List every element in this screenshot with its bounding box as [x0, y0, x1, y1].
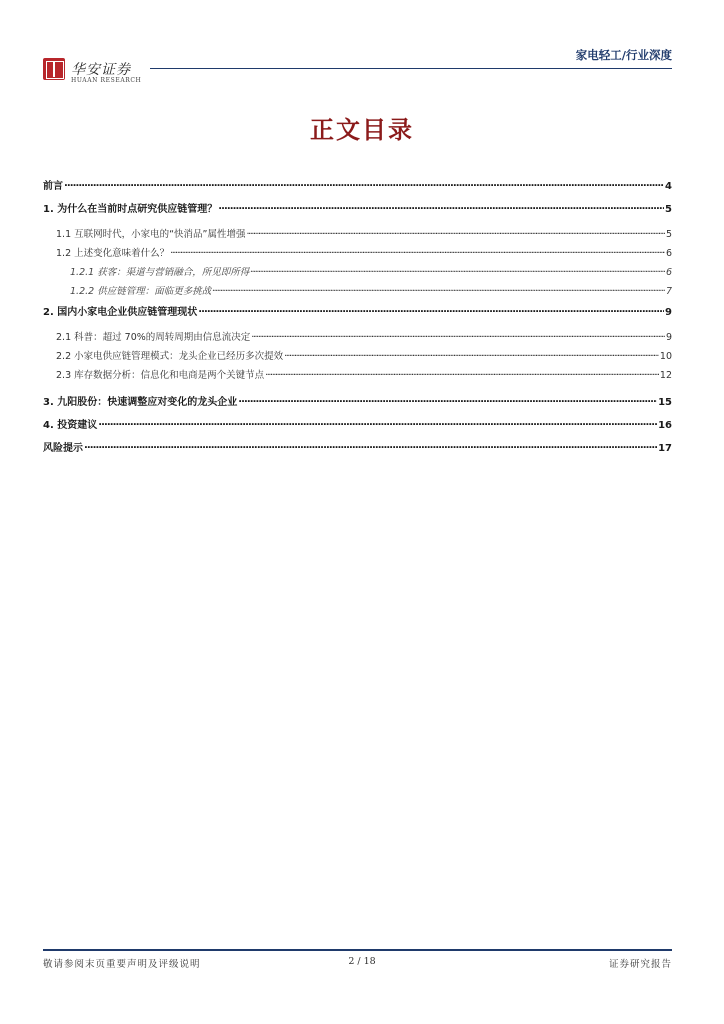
- page-title: 正文目录: [310, 115, 414, 144]
- logo-emblem-icon: [43, 58, 65, 80]
- toc-leader-dots: [84, 441, 657, 451]
- toc-leader-dots: [265, 369, 659, 379]
- header-divider: [150, 68, 672, 69]
- toc-leader-dots: [246, 228, 664, 238]
- toc-entry-page: 17: [658, 443, 672, 454]
- toc-entry-title: 风险提示: [43, 443, 83, 454]
- logo-chinese-name: 华安证券: [71, 62, 131, 78]
- toc-entry-section-3[interactable]: [43, 389, 672, 412]
- toc-leader-dots: [64, 179, 664, 189]
- toc-entry-section-1-1[interactable]: [43, 223, 672, 242]
- footer-disclaimer: 敬请参阅末页重要声明及评级说明: [43, 959, 201, 970]
- toc-entry-page: 15: [658, 397, 672, 408]
- toc-entry-section-1-2-2[interactable]: [43, 280, 672, 299]
- toc-entry-page: 7: [665, 286, 672, 297]
- toc-entry-title: 1. 为什么在当前时点研究供应链管理？: [43, 204, 218, 215]
- toc-leader-dots: [98, 418, 657, 428]
- toc-leader-dots: [284, 350, 659, 360]
- toc-leader-dots: [218, 202, 664, 212]
- table-of-contents: [43, 173, 672, 458]
- toc-entry-page: 5: [665, 229, 672, 240]
- toc-entry-title: 2.2 小家电供应链管理模式：龙头企业已经历多次提效: [56, 351, 284, 362]
- toc-entry-page: 12: [659, 370, 672, 381]
- toc-entry-title: 1.2 上述变化意味着什么？: [56, 248, 170, 259]
- toc-entry-page: 10: [659, 351, 672, 362]
- toc-leader-dots: [251, 331, 665, 341]
- toc-entry-title: 1.2.1 获客：渠道与营销融合，所见即所得: [70, 267, 250, 278]
- company-logo: [43, 58, 153, 88]
- toc-leader-dots: [198, 305, 664, 315]
- toc-entry-title: 2.1 科普：超过 70%的周转周期由信息流决定: [56, 332, 251, 343]
- toc-entry-title: 1.1 互联网时代，小家电的“快消品”属性增强: [56, 229, 246, 240]
- toc-entry-title: 2.3 库存数据分析：信息化和电商是两个关键节点: [56, 370, 265, 381]
- toc-leader-dots: [238, 395, 657, 405]
- toc-entry-section-1-2[interactable]: [43, 242, 672, 261]
- toc-entry-page: 5: [665, 204, 672, 215]
- report-category: 家电轻工/行业深度: [575, 48, 672, 62]
- toc-entry-page: 9: [665, 307, 672, 318]
- logo-english-name: HUAAN RESEARCH: [71, 77, 142, 84]
- toc-entry-title: 4. 投资建议: [43, 420, 98, 431]
- toc-entry-section-2-2[interactable]: [43, 345, 672, 364]
- toc-entry-section-2[interactable]: [43, 299, 672, 322]
- toc-entry-preface[interactable]: [43, 173, 672, 196]
- toc-entry-risk[interactable]: [43, 435, 672, 458]
- toc-entry-section-2-3[interactable]: [43, 364, 672, 383]
- toc-entry-page: 6: [665, 267, 672, 278]
- toc-entry-title: 2. 国内小家电企业供应链管理现状: [43, 307, 198, 318]
- toc-leader-dots: [212, 285, 665, 295]
- footer-divider: [43, 949, 672, 951]
- report-type: 证券研究报告: [608, 959, 672, 970]
- toc-leader-dots: [250, 266, 665, 276]
- toc-entry-title: 3. 九阳股份：快速调整应对变化的龙头企业: [43, 397, 238, 408]
- toc-entry-section-1-2-1[interactable]: [43, 261, 672, 280]
- toc-entry-page: 16: [658, 420, 672, 431]
- toc-entry-section-4[interactable]: [43, 412, 672, 435]
- toc-entry-title: 前言: [43, 181, 63, 192]
- toc-entry-page: 9: [665, 332, 672, 343]
- page-number: 2 / 18: [348, 956, 376, 967]
- toc-entry-section-2-1[interactable]: [43, 326, 672, 345]
- toc-entry-page: 6: [665, 248, 672, 259]
- toc-entry-section-1[interactable]: [43, 196, 672, 219]
- toc-leader-dots: [170, 247, 665, 257]
- toc-entry-title: 1.2.2 供应链管理：面临更多挑战: [70, 286, 212, 297]
- toc-entry-page: 4: [665, 181, 672, 192]
